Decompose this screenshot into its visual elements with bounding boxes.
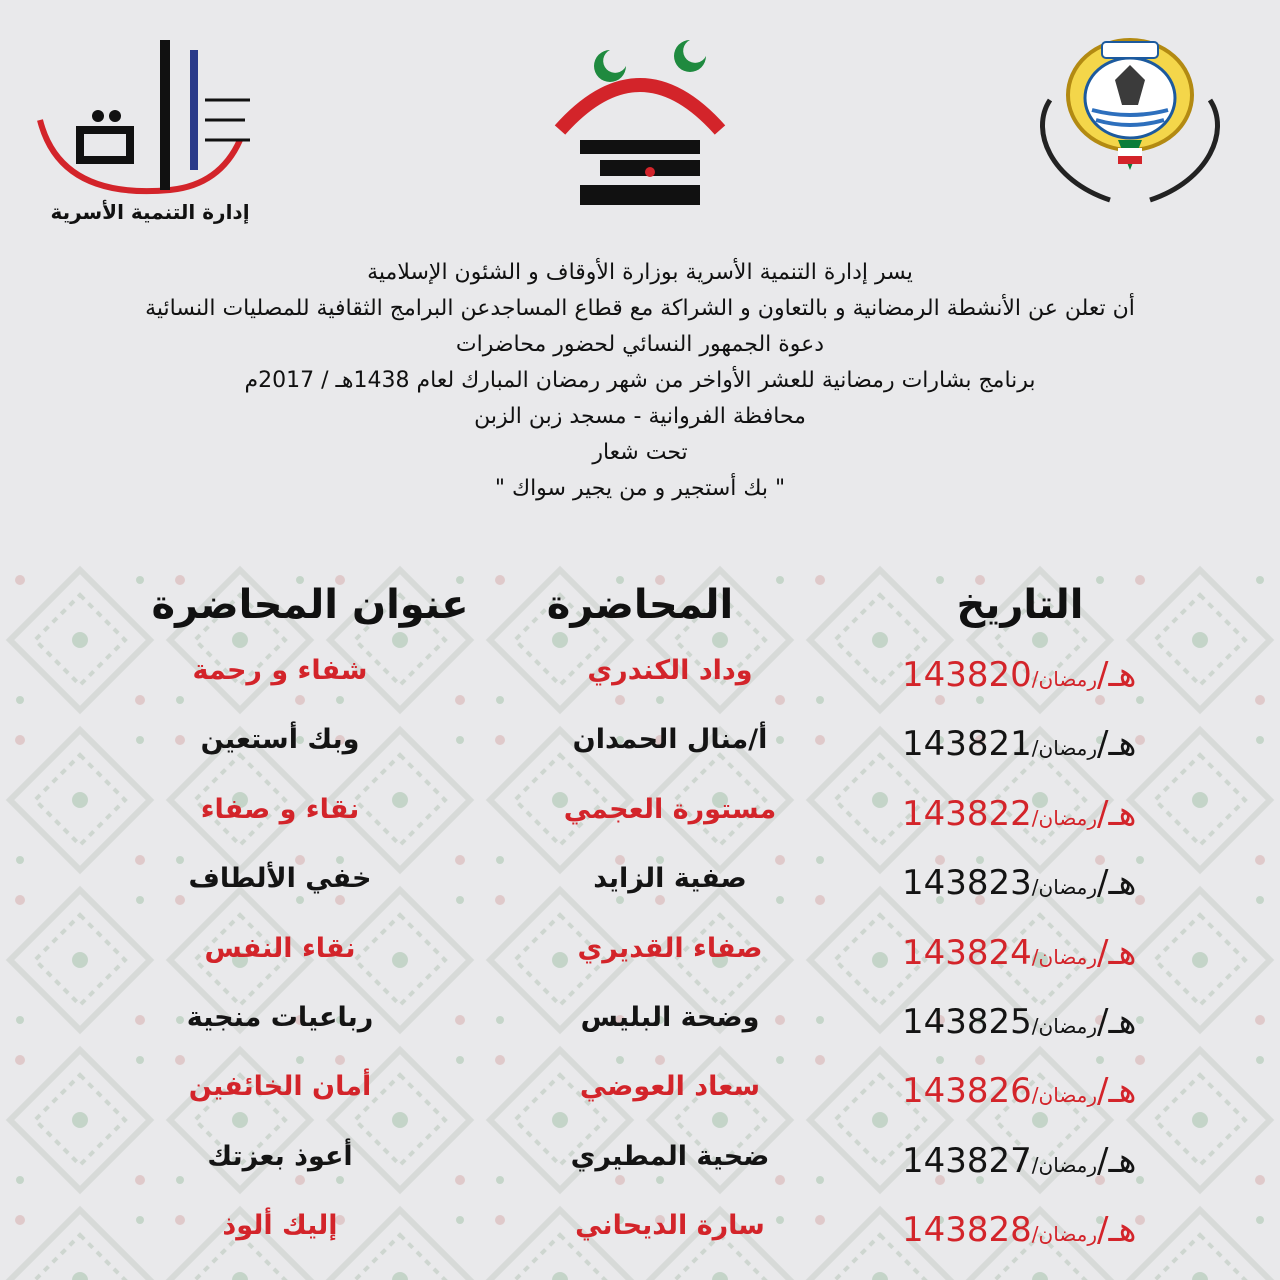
date-year: 1438هـ/ xyxy=(902,1140,1137,1181)
date-day: 22 xyxy=(988,793,1032,834)
date-day: 24 xyxy=(988,932,1032,973)
date-month: رمضان/ xyxy=(1031,875,1098,900)
header-date: التاريخ xyxy=(956,582,1084,628)
date-month: رمضان/ xyxy=(1031,667,1098,691)
date-day: 21 xyxy=(988,724,1032,765)
date-month: رمضان/ xyxy=(1031,805,1098,830)
lecturer-cell: سعاد العوضي xyxy=(579,1071,761,1103)
header-lecturer: المحاضرة xyxy=(546,582,734,628)
date-year: 1438هـ/ xyxy=(902,1210,1137,1251)
lecture-title-cell: خفي الألطاف xyxy=(188,863,372,895)
table-row xyxy=(0,1002,1280,1071)
date-year: 1438هـ/ xyxy=(902,655,1137,695)
lecturer-cell: صفاء القديري xyxy=(577,932,763,964)
intro-line-6: تحت شعار xyxy=(592,440,688,465)
lecture-title-cell: إليك ألوذ xyxy=(222,1210,338,1242)
lecture-title-cell: نقاء النفس xyxy=(204,932,356,964)
table-row xyxy=(0,933,1280,1002)
date-day: 28 xyxy=(988,1210,1032,1251)
family-development-caption: إدارة التنمية الأسرية xyxy=(50,200,250,224)
date-day: 27 xyxy=(988,1140,1032,1181)
date-day: 26 xyxy=(988,1071,1032,1112)
table-row xyxy=(0,655,1280,724)
lecturer-cell: مستورة العجمي xyxy=(563,793,777,825)
date-day: 25 xyxy=(988,1001,1032,1042)
date-cell xyxy=(902,933,1202,973)
lecture-title-cell: نقاء و صفاء xyxy=(200,793,360,825)
masajid-logo xyxy=(520,20,760,220)
date-month: رمضان/ xyxy=(1031,944,1098,969)
date-cell xyxy=(902,1002,1202,1042)
intro-line-2: أن تعلن عن الأنشطة الرمضانية و بالتعاون و الشراكة مع قطاع المساجدعن البرامج الثقافية للمصليات النسائية xyxy=(145,296,1135,321)
date-cell xyxy=(902,794,1202,834)
date-month: رمضان/ xyxy=(1031,1152,1098,1177)
date-day: 23 xyxy=(988,863,1032,904)
intro-line-3: دعوة الجمهور النسائي لحضور محاضرات xyxy=(455,332,825,357)
schedule-headers xyxy=(0,582,1280,642)
intro-line-4: برنامج بشارات رمضانية للعشر الأواخر من شهر رمضان المبارك لعام 1438هـ / 2017م xyxy=(244,368,1036,393)
schedule-table xyxy=(0,655,1280,1280)
date-month: رمضان/ xyxy=(1031,1083,1098,1108)
date-day: 20 xyxy=(988,655,1032,695)
date-cell xyxy=(902,863,1202,903)
intro-line-7: " بك أستجير و من يجير سواك " xyxy=(494,476,786,501)
date-year: 1438هـ/ xyxy=(902,1001,1137,1042)
date-cell xyxy=(902,724,1202,764)
date-cell xyxy=(902,655,1202,695)
table-row xyxy=(0,1141,1280,1210)
date-month: رمضان/ xyxy=(1031,736,1098,761)
table-row xyxy=(0,863,1280,932)
date-cell xyxy=(902,1071,1202,1111)
lecturer-cell: وضحة البليس xyxy=(580,1001,760,1033)
awqaf-ministry-logo xyxy=(1010,20,1250,220)
table-row xyxy=(0,1210,1280,1279)
intro-line-5: محافظة الفروانية - مسجد زبن الزبن xyxy=(474,404,806,429)
intro-line-1: يسر إدارة التنمية الأسرية بوزارة الأوقاف و الشئون الإسلامية xyxy=(367,260,913,285)
lecture-title-cell: أمان الخائفين xyxy=(188,1071,372,1103)
date-year: 1438هـ/ xyxy=(902,932,1137,973)
table-row xyxy=(0,794,1280,863)
header-lecture-title: عنوان المحاضرة xyxy=(151,582,469,628)
lecture-title-cell: رباعيات منجية xyxy=(186,1001,374,1033)
date-cell xyxy=(902,1210,1202,1250)
lecture-title-cell: وبك أستعين xyxy=(200,724,360,756)
date-month: رمضان/ xyxy=(1031,1013,1098,1038)
lecturer-cell: وداد الكندري xyxy=(587,655,753,686)
date-month: رمضان/ xyxy=(1031,1222,1098,1247)
lecturer-cell: صفية الزايد xyxy=(593,863,747,895)
lecture-title-cell: شفاء و رحمة xyxy=(192,655,368,686)
lecturer-cell: سارة الديحاني xyxy=(575,1210,765,1242)
date-cell xyxy=(902,1141,1202,1181)
date-year: 1438هـ/ xyxy=(902,1071,1137,1112)
date-year: 1438هـ/ xyxy=(902,863,1137,904)
lecturer-cell: أ/منال الحمدان xyxy=(572,724,768,756)
lecture-title-cell: أعوذ بعزتك xyxy=(207,1140,353,1172)
table-row xyxy=(0,724,1280,793)
announcement-text xyxy=(90,255,1190,507)
lecturer-cell: ضحية المطيري xyxy=(570,1140,770,1172)
date-year: 1438هـ/ xyxy=(902,724,1137,765)
table-row xyxy=(0,1071,1280,1140)
date-year: 1438هـ/ xyxy=(902,793,1137,834)
